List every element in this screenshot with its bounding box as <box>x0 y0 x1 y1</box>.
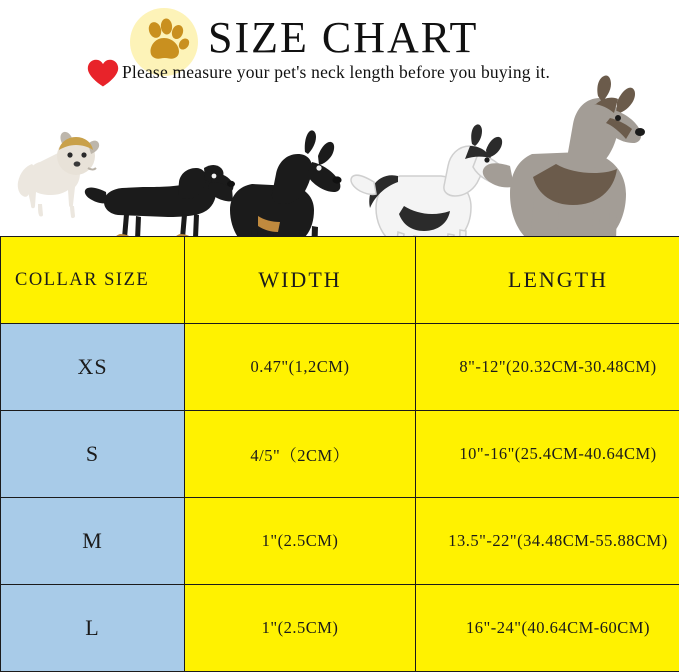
cell-size: XS <box>1 324 185 411</box>
table-header-row <box>1 237 679 324</box>
dog-illustrations <box>0 56 679 236</box>
table-row <box>1 585 679 672</box>
page-title: SIZE CHART <box>208 12 478 63</box>
column-header-collar-size: COLLAR SIZE <box>1 237 185 324</box>
cell-length: 8"-12"(20.32CM-30.48CM) <box>416 324 679 411</box>
column-header-width: WIDTH <box>185 237 416 324</box>
cell-length: 16"-24"(40.64CM-60CM) <box>416 585 679 672</box>
small-terrier-dog <box>12 132 112 218</box>
cell-size: M <box>1 498 185 585</box>
size-chart-table <box>0 236 679 672</box>
cell-size: S <box>1 411 185 498</box>
cell-length: 10"-16"(25.4CM-40.64CM) <box>416 411 679 498</box>
cell-width: 1"(2.5CM) <box>185 498 416 585</box>
column-header-length: LENGTH <box>416 237 679 324</box>
wolfhound-dog <box>483 75 668 236</box>
cell-width: 4/5"（2CM） <box>185 411 416 498</box>
cell-width: 0.47"(1,2CM) <box>185 324 416 411</box>
header <box>0 0 679 236</box>
dachshund-dog <box>85 165 235 236</box>
cell-width: 1"(2.5CM) <box>185 585 416 672</box>
cell-size: L <box>1 585 185 672</box>
table-row <box>1 411 679 498</box>
measure-instruction: Please measure your pet's neck length before you buying it. <box>122 62 550 83</box>
cell-length: 13.5"-22"(34.48CM-55.88CM) <box>416 498 679 585</box>
table-row <box>1 498 679 585</box>
table-row <box>1 324 679 411</box>
